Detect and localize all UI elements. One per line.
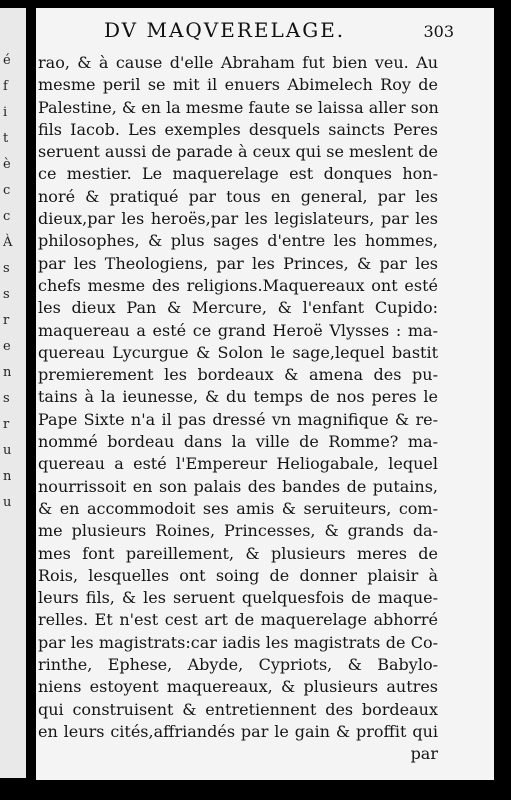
running-head: DV MAQVERELAGE. (104, 18, 346, 42)
catchword: par (410, 744, 438, 764)
margin-fragment: è (3, 157, 11, 172)
text-line: chefs mesme des religions.Maquereaux ont esté (38, 275, 438, 295)
text-line: mes font pareillement, & plusieurs meres de (38, 543, 438, 563)
margin-fragment: u (3, 495, 12, 510)
text-line: leurs fils, & les seruent quelquesfois de maque- (38, 588, 438, 608)
text-line: en leurs cités,affriandés par le gain & proffit qui (38, 721, 438, 741)
text-line: Rois, lesquelles ont soing de donner plaisir à (38, 565, 438, 585)
text-line: ce mestier. Le maquerelage est donques hon- (38, 164, 438, 184)
page-header (34, 16, 454, 46)
margin-fragment: t (3, 131, 9, 146)
facing-page-edge (0, 8, 28, 778)
book-gutter (26, 0, 36, 800)
margin-fragment: é (3, 53, 11, 68)
margin-fragment: e (3, 339, 11, 354)
page-number: 303 (423, 22, 454, 41)
text-line: rinthe, Ephese, Abyde, Cypriots, & Babylo- (38, 655, 438, 675)
text-line: noré & pratiqué par tous en general, par les (38, 186, 438, 206)
margin-fragment: À (3, 235, 13, 250)
margin-fragment: r (3, 417, 10, 432)
text-line: Pape Sixte n'a il pas dressé vn magnifique & re- (38, 409, 438, 429)
text-line: qui construisent & entretiennent des bordeaux (38, 699, 438, 719)
text-line: Palestine, & en la mesme faute se laissa aller son (38, 97, 439, 117)
text-line: niens estoyent maquereaux, & plusieurs autres (38, 677, 438, 697)
margin-fragment: u (3, 443, 12, 458)
margin-fragment: s (3, 287, 10, 302)
text-line: relles. Et n'est cest art de maquerelage abhorré (38, 610, 438, 630)
text-line: & en accommodoit ses amis & seruiteurs, com- (38, 498, 438, 518)
margin-fragment: s (3, 261, 10, 276)
text-line: rao, & à cause d'elle Abraham fut bien veu. Au (38, 53, 438, 72)
margin-fragment: n (3, 365, 12, 380)
scan-border-right (494, 0, 511, 800)
text-line: nourrissoit en son palais des bandes de putains, (38, 476, 438, 496)
margin-fragment: n (3, 469, 12, 484)
text-line: quereau a esté l'Empereur Heliogabale, lequel (38, 454, 438, 474)
body-text (38, 52, 438, 766)
text-line: mesme peril se mit il enuers Abimelech Roy de (38, 75, 438, 95)
text-line: dieux,par les heroës,par les legislateurs, par les (38, 209, 438, 229)
margin-fragment: c (3, 183, 11, 198)
margin-fragment: r (3, 313, 10, 328)
text-line: maquereau a esté ce grand Heroë Vlysses : ma- (38, 320, 438, 340)
text-line: philosophes, & plus sages d'entre les hommes, (38, 231, 438, 251)
text-line: les dieux Pan & Mercure, & l'enfant Cupido: (38, 298, 438, 318)
text-line: me plusieurs Roines, Princesses, & grands da- (38, 521, 438, 541)
margin-fragment: i (3, 105, 8, 120)
text-line: nommé bordeau dans la ville de Romme? ma- (38, 432, 438, 452)
text-line: par les magistrats:car iadis les magistrats de Co- (38, 632, 438, 652)
text-line: premierement les bordeaux & amena des pu- (38, 365, 438, 385)
text-line: seruent aussi de parade à ceux qui se meslent de (38, 142, 438, 162)
margin-fragment: s (3, 391, 10, 406)
text-line: quereau Lycurgue & Solon le sage,lequel bastit (38, 342, 438, 362)
margin-fragment: f (3, 79, 8, 94)
facing-page-fragments (3, 48, 23, 516)
margin-fragment: c (3, 209, 11, 224)
text-line: fils Iacob. Les exemples desquels saincts Peres (38, 119, 438, 139)
text-line: par les Theologiens, par les Princes, & par les (38, 253, 438, 273)
text-line: tains à la ieunesse, & du temps de nos peres le (38, 387, 438, 407)
